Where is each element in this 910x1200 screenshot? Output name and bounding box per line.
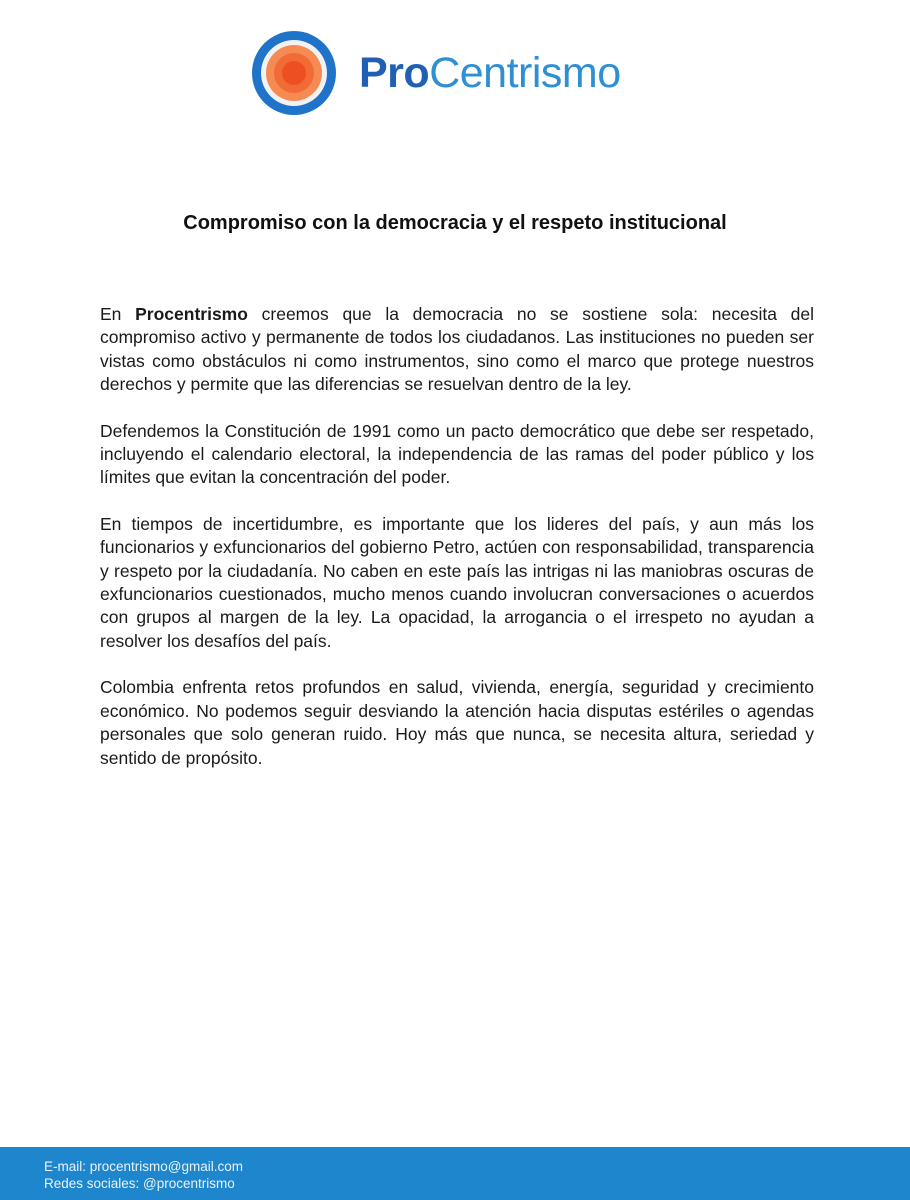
paragraph-1-text: creemos que la democracia no se sostiene sola: necesita del compromiso activo y permanente de todos los ciudadanos. Las instituciones no pueden ser vistas como obstáculos ni como instrumentos, sino como el marco que protege nuestros derechos y permite que las diferencias se resuelvan dentro de la ley. xyxy=(100,304,814,395)
paragraph-1 xyxy=(100,303,814,397)
concentric-circles-logo-icon xyxy=(251,30,337,116)
paragraph-1-emphasis: Procentrismo xyxy=(135,304,248,324)
footer-bar xyxy=(0,1147,910,1200)
paragraph-4: Colombia enfrenta retos profundos en salud, vivienda, energía, seguridad y crecimiento económico. No podemos seguir desviando la atención hacia disputas estériles o agendas personales que solo generan ruido. Hoy más que nunca, se necesita altura, seriedad y sentido de propósito. xyxy=(100,677,814,768)
paragraph-1-prefix: En xyxy=(100,304,136,324)
brand-name-pro: Pro xyxy=(359,48,430,97)
brand-name xyxy=(359,48,621,97)
footer-social: Redes sociales: @procentrismo xyxy=(44,1176,235,1191)
paragraph-3: En tiempos de incertidumbre, es importante que los lideres del país, y aun más los funcionarios y exfuncionarios del gobierno Petro, actúen con responsabilidad, transparencia y respeto por la ciudadanía. No caben en este país las intrigas ni las maniobras oscuras de exfuncionarios cuestionados, mucho menos cuando involucran conversaciones o acuerdos con grupos al margen de la ley. La opacidad, la arrogancia o el irrespeto no ayudan a resolver los desafíos del país. xyxy=(100,513,814,651)
footer-email: E-mail: procentrismo@gmail.com xyxy=(44,1159,243,1174)
paragraph-2: Defendemos la Constitución de 1991 como un pacto democrático que debe ser respetado, incluyendo el calendario electoral, la independencia de las ramas del poder público y los límites que evitan la concentración del poder. xyxy=(100,420,814,488)
brand-name-centrismo: Centrismo xyxy=(429,48,621,97)
document-title: Compromiso con la democracia y el respeto institucional xyxy=(183,212,727,234)
document-body xyxy=(100,303,814,793)
brand-logo xyxy=(251,30,621,116)
